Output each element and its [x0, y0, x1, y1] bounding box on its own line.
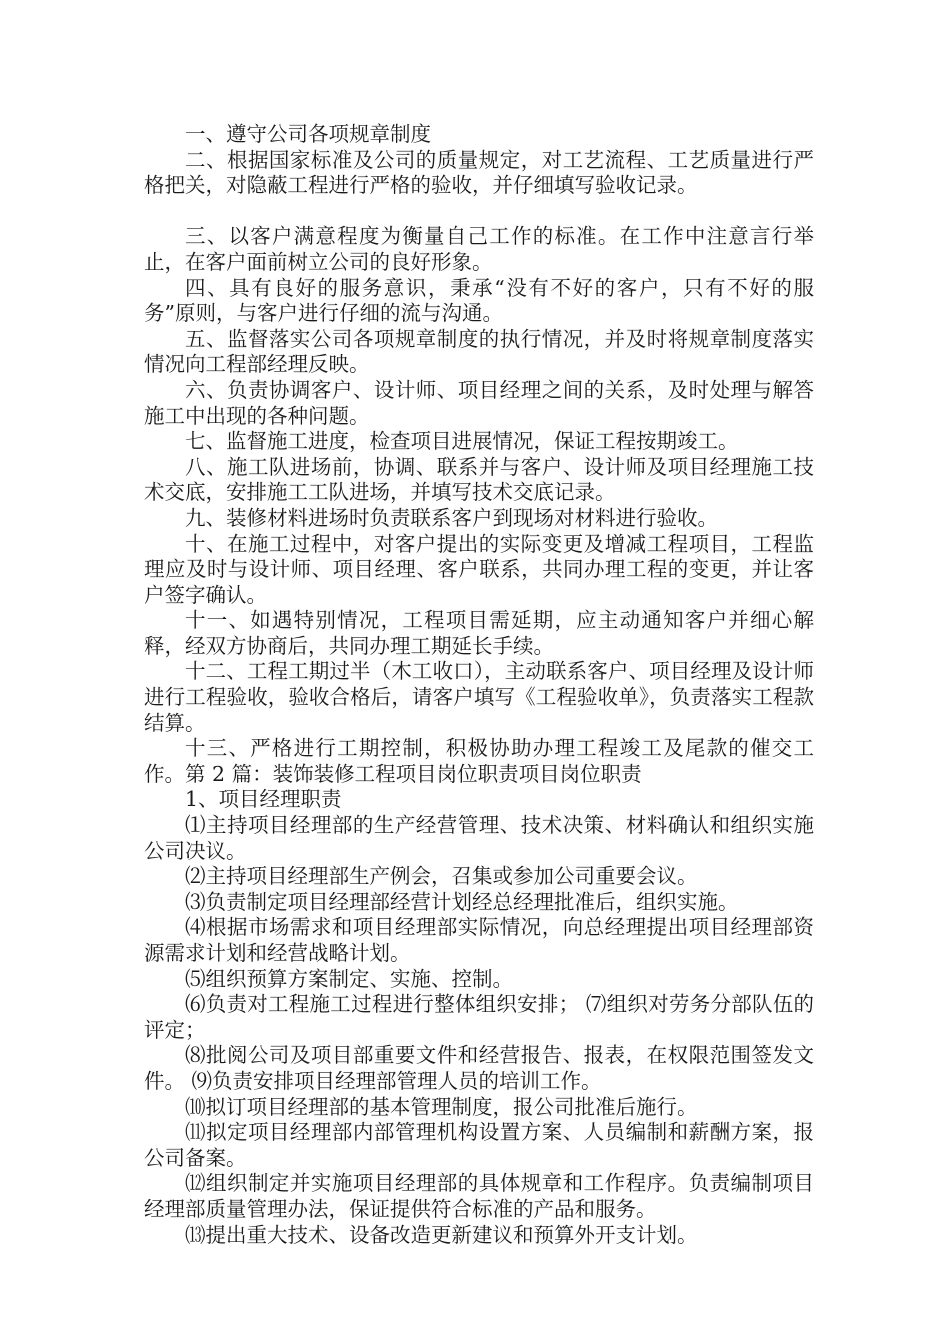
paragraph-2: 二、根据国家标准及公司的质量规定，对工艺流程、工艺质量进行严格把关，对隐蔽工程进行严格的验收，并仔细填写验收记录。: [144, 147, 814, 198]
duty-item-8-9: ⑻批阅公司及项目部重要文件和经营报告、报表，在权限范围签发文件。 ⑼负责安排项目经理部管理人员的培训工作。: [144, 1043, 814, 1093]
paragraph-12: 十二、工程工期过半（木工收口），主动联系客户、项目经理及设计师进行工程验收，验收合格后，请客户填写《工程验收单》，负责落实工程款结算。: [144, 659, 814, 735]
paragraph-3: 三、以客户满意程度为衡量自己工作的标准。在工作中注意言行举止，在客户面前树立公司的良好形象。: [144, 224, 814, 274]
paragraph-6: 六、负责协调客户、设计师、项目经理之间的关系，及时处理与解答施工中出现的各种问题。: [144, 377, 814, 428]
duty-item-10: ⑽拟订项目经理部的基本管理制度，报公司批准后施行。: [185, 1094, 698, 1119]
section-heading: 1、项目经理职责: [185, 787, 342, 812]
duty-item-5: ⑸组织预算方案制定、实施、控制。: [185, 966, 513, 991]
duty-item-13: ⒀提出重大技术、设备改造更新建议和预算外开支计划。: [185, 1222, 698, 1247]
paragraph-10: 十、在施工过程中，对客户提出的实际变更及增减工程项目，工程监理应及时与设计师、项目经理、客户联系，共同办理工程的变更，并让客户签字确认。: [144, 531, 814, 607]
paragraph-13: 十三、严格进行工期控制，积极协助办理工程竣工及尾款的催交工作。第 2 篇：装饰装修工程项目岗位职责项目岗位职责: [144, 736, 814, 786]
paragraph-5: 五、监督落实公司各项规章制度的执行情况，并及时将规章制度落实情况向工程部经理反映。: [144, 326, 814, 377]
paragraph-9: 九、装修材料进场时负责联系客户到现场对材料进行验收。: [185, 505, 718, 530]
paragraph-4: 四、具有良好的服务意识，秉承“没有不好的客户，只有不好的服务”原则，与客户进行仔细的流与沟通。: [144, 275, 814, 326]
duty-item-2: ⑵主持项目经理部生产例会，召集或参加公司重要会议。: [185, 864, 698, 889]
duty-item-3: ⑶负责制定项目经理部经营计划经总经理批准后，组织实施。: [185, 889, 739, 914]
document-body: [144, 122, 814, 1248]
duty-item-11: ⑾拟定项目经理部内部管理机构设置方案、人员编制和薪酬方案，报公司备案。: [144, 1120, 814, 1170]
duty-item-1: ⑴主持项目经理部的生产经营管理、技术决策、材料确认和组织实施公司决议。: [144, 813, 814, 863]
duty-item-4: ⑷根据市场需求和项目经理部实际情况，向总经理提出项目经理部资源需求计划和经营战略计划。: [144, 915, 814, 965]
paragraph-1: 一、遵守公司各项规章制度: [185, 122, 431, 146]
paragraph-11: 十一、如遇特别情况，工程项目需延期，应主动通知客户并细心解释，经双方协商后，共同办理工期延长手续。: [144, 608, 814, 658]
duty-item-12: ⑿组织制定并实施项目经理部的具体规章和工作程序。负责编制项目经理部质量管理办法，保证提供符合标准的产品和服务。: [144, 1171, 814, 1221]
paragraph-8: 八、施工队进场前，协调、联系并与客户、设计师及项目经理施工技术交底，安排施工工队进场，并填写技术交底记录。: [144, 454, 814, 505]
paragraph-7: 七、监督施工进度，检查项目进展情况，保证工程按期竣工。: [185, 429, 739, 454]
duty-item-6-7: ⑹负责对工程施工过程进行整体组织安排； ⑺组织对劳务分部队伍的评定；: [144, 992, 814, 1042]
